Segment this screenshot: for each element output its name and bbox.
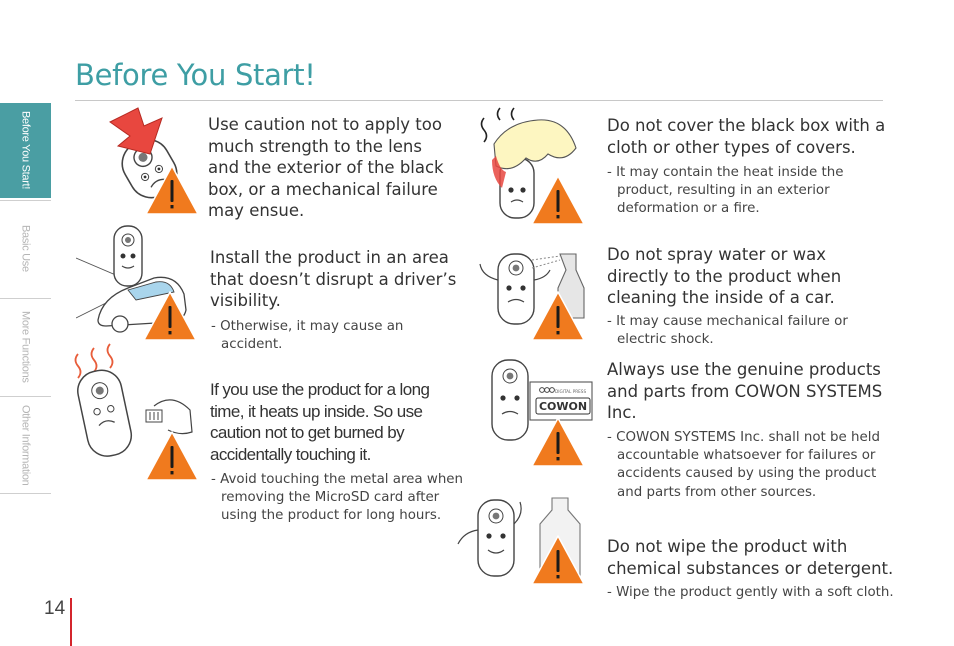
title-divider: [75, 100, 883, 101]
warning-icon: [532, 176, 584, 224]
side-tab-more-functions[interactable]: [0, 299, 51, 395]
caution-note: - Avoid touching the metal area when removing the MicroSD card after using the product for long hours.: [211, 472, 464, 524]
package-small-label: DIGITAL PRESS: [555, 389, 587, 394]
caution-note: - Wipe the product gently with a soft cloth.: [607, 585, 894, 600]
caution-heading: If you use the product for a long time, it heats up inside. So use caution not to get burned by accidentally touching it.: [210, 380, 430, 464]
caution-heading: Use caution not to apply too much strength to the lens and the exterior of the black box, or a mechanical failure may ensue.: [208, 115, 444, 220]
caution-heading: Do not cover the black box with a cloth or other types of covers.: [607, 116, 886, 157]
cowon-logo: COWON: [538, 400, 588, 413]
car-installation-illustration: [76, 222, 200, 344]
caution-note: - It may cause mechanical failure or electric shock.: [607, 314, 848, 348]
side-tab-label: Other Information: [19, 405, 32, 486]
side-tab-label: More Functions: [19, 311, 32, 383]
side-tab-basic-use[interactable]: [0, 201, 51, 297]
side-tab-other-information[interactable]: [0, 397, 51, 492]
caution-note: - Otherwise, it may cause an accident.: [211, 319, 404, 353]
side-tab-label: Before You Start!: [19, 111, 32, 190]
caution-heading: Always use the genuine products and parts from COWON SYSTEMS Inc.: [607, 360, 883, 422]
caution-note: - COWON SYSTEMS Inc. shall not be held accountable whatsoever for failures or accidents caused by using the product and parts from other sources.: [607, 430, 880, 500]
warning-icon: [532, 418, 584, 466]
page-title: Before You Start!: [75, 58, 316, 92]
warning-icon: [146, 432, 198, 480]
page-number-bar: [70, 598, 72, 646]
side-tab-before-you-start[interactable]: [0, 103, 51, 198]
chemical-bottle-illustration: [456, 494, 586, 588]
caution-heading: Do not wipe the product with chemical substances or detergent.: [607, 537, 894, 578]
caution-heading: Do not spray water or wax directly to the product when cleaning the inside of a car.: [607, 245, 842, 307]
caution-heading: Install the product in an area that doesn’t disrupt a driver’s visibility.: [210, 248, 457, 310]
genuine-product-illustration: [484, 354, 596, 470]
side-tab-label: Basic Use: [19, 225, 32, 272]
spray-illustration: [472, 240, 590, 344]
cloth-cover-illustration: [478, 104, 590, 228]
hot-device-illustration: [68, 340, 202, 484]
pressure-illustration: [100, 104, 204, 218]
side-divider: [0, 493, 51, 494]
page-number: 14: [44, 598, 66, 619]
caution-note: - It may contain the heat inside the product, resulting in an exterior deformation or a fire.: [607, 165, 844, 217]
